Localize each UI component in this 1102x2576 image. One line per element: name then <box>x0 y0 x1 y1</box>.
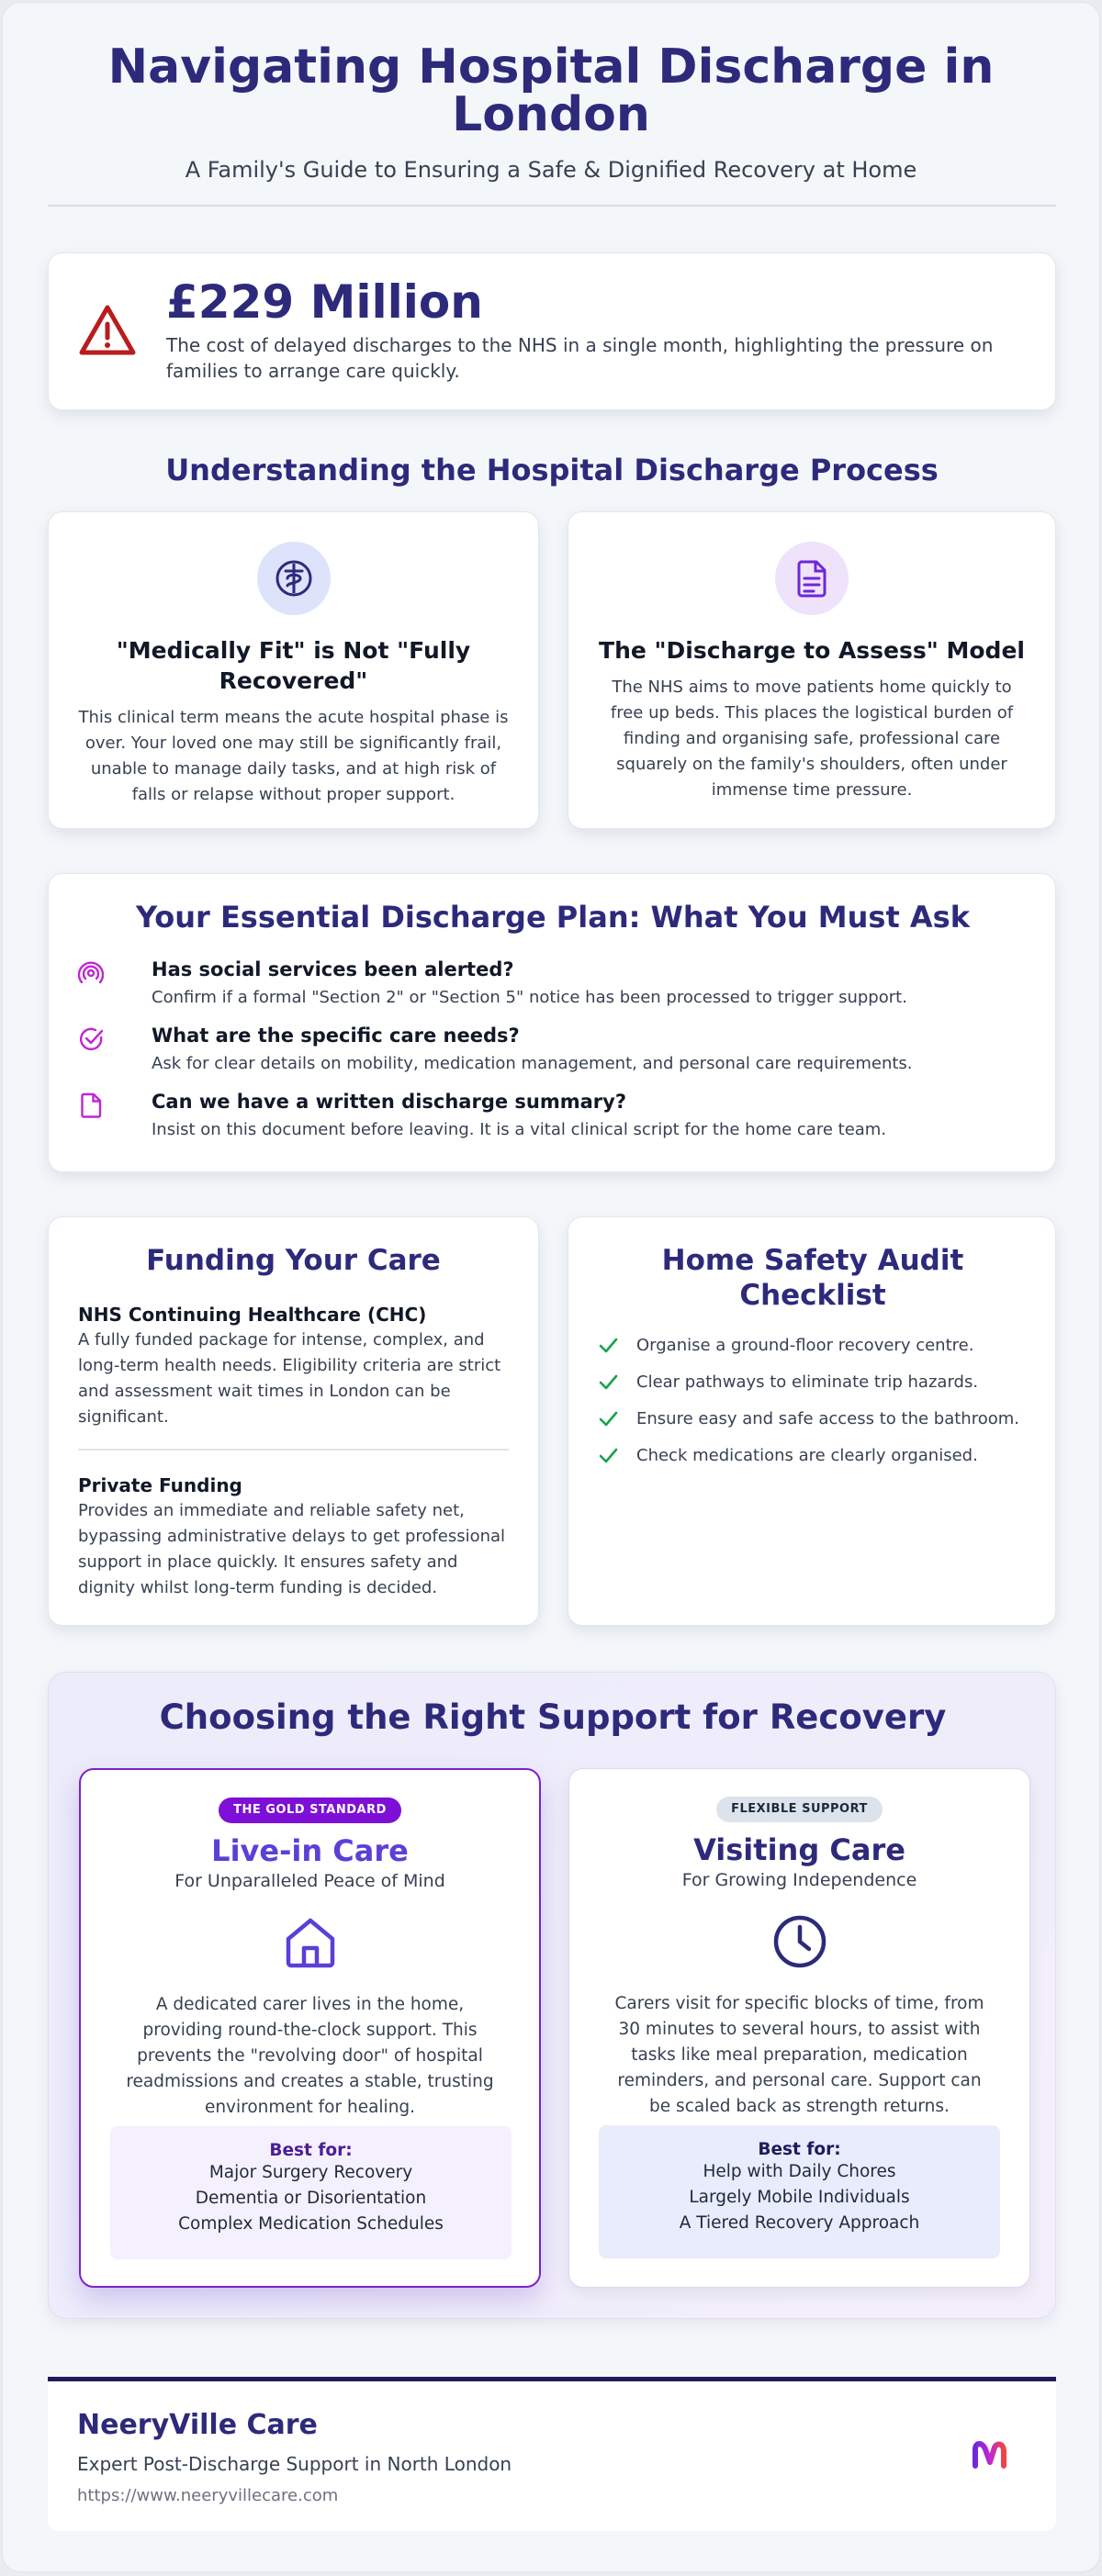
live-in-care-description: A dedicated carer lives in the home, providing round-the-clock support. This prevents the "revolving door" of hospital readmissions and creates a stable, trusting environment for healing. <box>126 1995 494 2117</box>
plan-question: Has social services been alerted? <box>152 958 514 980</box>
support-title: Choosing the Right Support for Recovery <box>159 1697 947 1737</box>
funding-option-heading: NHS Continuing Healthcare (CHC) <box>78 1304 427 1326</box>
best-for-label: Best for: <box>758 2140 841 2159</box>
visiting-care-description: Carers visit for specific blocks of time, from 30 minutes to several hours, to assist with tasks like meal preparation, medication reminders, and personal care. Support can be scaled back as strength returns. <box>614 1994 984 2116</box>
best-for-item: Help with Daily Chores <box>703 2162 896 2181</box>
file-icon <box>78 1092 104 1118</box>
checkmark-icon <box>598 1335 618 1355</box>
medical-caduceus-icon <box>274 558 314 599</box>
checklist-item-text: Check medications are clearly organised. <box>636 1446 978 1465</box>
support-options-section <box>48 1672 1056 2319</box>
visiting-care-title: Visiting Care <box>693 1832 905 1867</box>
safety-checklist-card <box>568 1216 1056 1626</box>
footer-brand: NeeryVille Care <box>77 2409 318 2441</box>
safety-title: Home Safety Audit Checklist <box>661 1244 964 1312</box>
footer-tagline: Expert Post-Discharge Support in North London <box>77 2453 512 2475</box>
house-icon <box>281 1913 340 1972</box>
live-in-care-title: Live-in Care <box>211 1833 409 1868</box>
process-card-discharge-to-assess <box>568 511 1056 829</box>
visiting-care-card <box>568 1768 1030 2288</box>
neeryville-logo-icon <box>970 2436 1010 2473</box>
document-icon <box>793 558 830 599</box>
checkmark-icon <box>598 1372 618 1392</box>
live-in-best-for-box <box>110 2126 512 2259</box>
page-subtitle: A Family's Guide to Ensuring a Safe & Dignified Recovery at Home <box>185 157 917 183</box>
live-in-care-subtitle: For Unparalleled Peace of Mind <box>174 1871 445 1891</box>
infographic-page <box>2 2 1100 2572</box>
stat-number: £229 Million <box>166 275 483 329</box>
funding-title: Funding Your Care <box>146 1244 441 1277</box>
plan-answer: Confirm if a formal "Section 2" or "Section 5" notice has been processed to trigger support. <box>152 988 907 1007</box>
best-for-label: Best for: <box>269 2141 353 2160</box>
funding-option-body: A fully funded package for intense, complex, and long-term health needs. Eligibility criteria are strict and assessment wait times in London can be significant. <box>78 1330 501 1427</box>
live-in-care-card <box>79 1768 541 2288</box>
funding-option-chc <box>78 1304 509 1430</box>
header-divider <box>48 205 1056 207</box>
check-circle-icon <box>78 1026 104 1052</box>
warning-triangle-icon <box>78 301 137 360</box>
gold-standard-badge: THE GOLD STANDARD <box>219 1798 401 1823</box>
broadcast-icon <box>78 960 104 986</box>
best-for-item: Dementia or Disorientation <box>195 2189 427 2208</box>
process-card-body: This clinical term means the acute hospital phase is over. Your loved one may still be significantly frail, unable to manage daily tasks, and at high risk of falls or relapse without proper support. <box>78 708 509 804</box>
process-card-medically-fit <box>48 511 539 829</box>
funding-card <box>48 1216 539 1626</box>
discharge-plan-card <box>48 873 1056 1172</box>
visiting-care-subtitle: For Growing Independence <box>681 1870 917 1890</box>
plan-item <box>78 1091 1024 1142</box>
checkmark-icon <box>598 1445 618 1465</box>
checklist-item-text: Ensure easy and safe access to the bathroom. <box>636 1409 1019 1428</box>
best-for-item: Complex Medication Schedules <box>178 2214 444 2234</box>
clock-icon <box>770 1912 829 1971</box>
best-for-item: Major Surgery Recovery <box>208 2163 413 2182</box>
footer <box>48 2377 1056 2531</box>
process-card-title: The "Discharge to Assess" Model <box>599 637 1025 664</box>
process-section-title: Understanding the Hospital Discharge Process <box>165 453 939 487</box>
page-header <box>3 3 1099 183</box>
plan-item <box>78 958 1024 1010</box>
best-for-item: A Tiered Recovery Approach <box>679 2213 920 2233</box>
plan-answer: Ask for clear details on mobility, medication management, and personal care requirements. <box>152 1054 913 1073</box>
process-card-title: "Medically Fit" is Not "Fully Recovered" <box>116 637 471 694</box>
funding-option-body: Provides an immediate and reliable safety net, bypassing administrative delays to get professional support in place quickly. It ensures safety and dignity whilst long-term funding is decided. <box>78 1501 506 1597</box>
plan-answer: Insist on this document before leaving. It is a vital clinical script for the home care team. <box>152 1120 887 1139</box>
footer-url-link[interactable]: https://www.neeryvillecare.com <box>77 2486 339 2505</box>
plan-title: Your Essential Discharge Plan: What You Must Ask <box>136 900 970 935</box>
visiting-best-for-box <box>599 2125 1000 2258</box>
stat-description: The cost of delayed discharges to the NHS in a single month, highlighting the pressure on families to arrange care quickly. <box>166 334 994 382</box>
funding-option-heading: Private Funding <box>78 1474 242 1496</box>
stat-card <box>48 252 1056 410</box>
plan-item <box>78 1025 1024 1076</box>
document-icon-circle <box>775 542 849 615</box>
checklist-item-text: Organise a ground-floor recovery centre. <box>636 1336 974 1355</box>
caduceus-icon-circle <box>257 542 331 615</box>
best-for-item: Largely Mobile Individuals <box>689 2188 910 2207</box>
funding-option-private <box>78 1474 509 1601</box>
funding-divider <box>78 1449 509 1450</box>
page-title: Navigating Hospital Discharge in London <box>107 39 995 142</box>
process-card-body: The NHS aims to move patients home quickly to free up beds. This places the logistical burden of finding and organising safe, professional care squarely on the family's shoulders, often under immense time pressure. <box>610 678 1014 800</box>
plan-question: Can we have a written discharge summary? <box>152 1091 627 1113</box>
checkmark-icon <box>598 1408 618 1428</box>
plan-question: What are the specific care needs? <box>152 1025 520 1047</box>
checklist-item-text: Clear pathways to eliminate trip hazards. <box>636 1372 979 1392</box>
flexible-support-badge: FLEXIBLE SUPPORT <box>716 1797 883 1822</box>
